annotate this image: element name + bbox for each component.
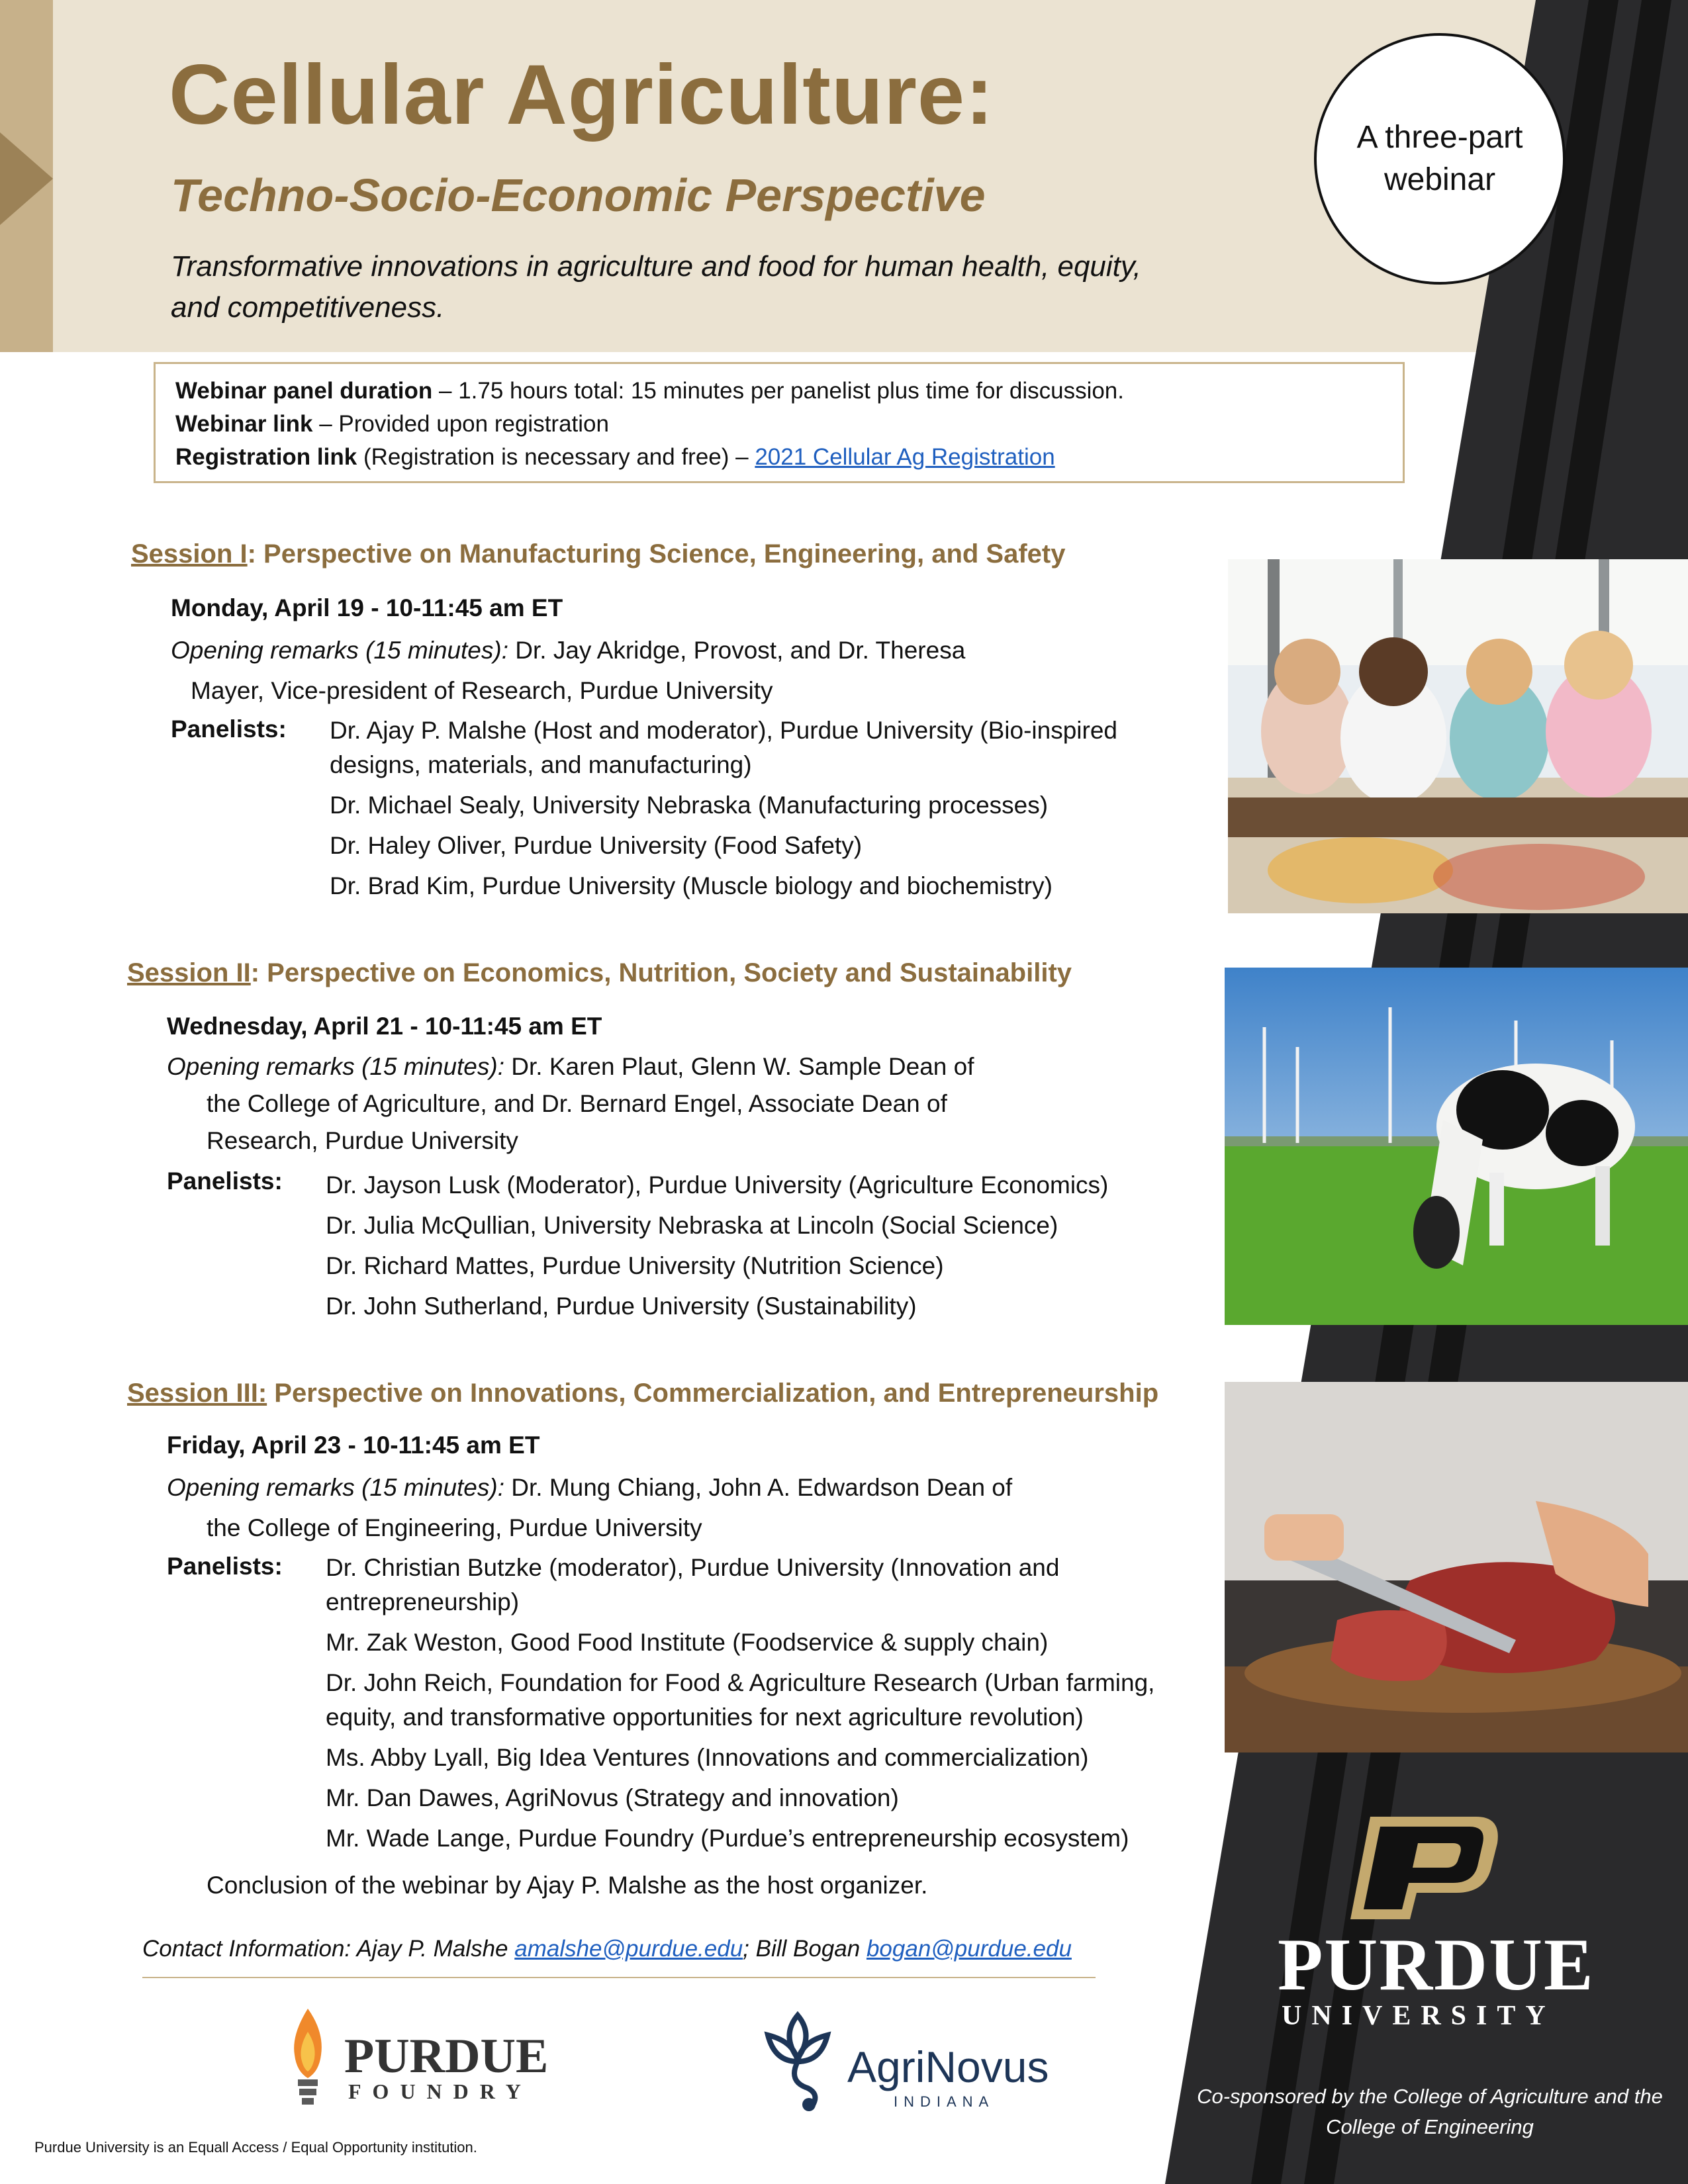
session-3-title: Perspective on Innovations, Commercialization, and Entrepreneurship	[267, 1379, 1159, 1408]
badge-text: A three-part webinar	[1356, 120, 1523, 197]
university-word: UNIVERSITY	[1282, 2001, 1556, 2031]
info-registration	[175, 441, 1383, 474]
session-3-heading	[127, 1379, 1158, 1408]
session-1-number: Session I	[131, 539, 248, 569]
session-1-heading	[131, 539, 1065, 569]
contact-prefix: Contact Information: Ajay P. Malshe	[142, 1936, 515, 1962]
foundry-purdue-text: PURDUE	[344, 2029, 549, 2083]
children-eating-photo	[1228, 559, 1688, 913]
session-2-opening-line3: Research, Purdue University	[207, 1127, 518, 1154]
registration-text: (Registration is necessary and free) –	[357, 444, 755, 470]
session-2-opening	[167, 1048, 974, 1160]
session-2-opening-label: Opening remarks (15 minutes):	[167, 1053, 504, 1080]
flame-bulb-icon	[285, 2005, 331, 2111]
session-3-opening	[167, 1467, 1012, 1548]
cow-grazing-photo	[1225, 968, 1688, 1325]
cosponsor-note: Co-sponsored by the College of Agriculture and the College of Engineering	[1197, 2085, 1663, 2138]
page-title: Cellular Agriculture:	[169, 48, 994, 142]
duration-text: – 1.75 hours total: 15 minutes per panelist plus time for discussion.	[432, 378, 1125, 404]
contact-divider	[142, 1977, 1096, 1978]
page-subtitle: Techno-Socio-Economic Perspective	[171, 169, 986, 221]
webinar-info-box	[154, 362, 1405, 483]
panelist: entrepreneurship)	[326, 1588, 520, 1615]
tagline: Transformative innovations in agriculture and food for human health, equity, and competitiveness.	[171, 250, 1141, 324]
contact-mid: ; Bill Bogan	[743, 1936, 867, 1962]
purdue-p-icon	[1344, 1813, 1503, 1923]
panelist: Dr. Brad Kim, Purdue University (Muscle biology and biochemistry)	[330, 872, 1053, 899]
session-1-panelists-label: Panelists:	[171, 715, 287, 743]
purdue-university-logo	[1264, 1813, 1609, 2038]
session-2-panelists-label: Panelists:	[167, 1167, 283, 1195]
panelist: Dr. Michael Sealy, University Nebraska (Manufacturing processes)	[330, 792, 1049, 819]
session-1-panelists	[330, 713, 1230, 903]
panelist: Ms. Abby Lyall, Big Idea Ventures (Innovations and commercialization)	[326, 1744, 1089, 1771]
session-3-number: Session III:	[127, 1379, 267, 1408]
session-2-heading	[127, 958, 1072, 988]
session-3-opening-line1: Dr. Mung Chiang, John A. Edwardson Dean of	[504, 1474, 1013, 1501]
session-1-opening-line2: Mayer, Vice-president of Research, Purdue University	[191, 677, 773, 704]
panelist: Mr. Zak Weston, Good Food Institute (Foodservice & supply chain)	[326, 1629, 1049, 1656]
link-label: Webinar link	[175, 411, 313, 437]
session-2-number: Session II	[127, 958, 251, 987]
panelist: Mr. Wade Lange, Purdue Foundry (Purdue’s entrepreneurship ecosystem)	[326, 1825, 1129, 1852]
session-3-opening-label: Opening remarks (15 minutes):	[167, 1474, 504, 1501]
session-3-opening-line2: the College of Engineering, Purdue University	[207, 1514, 702, 1541]
purdue-foundry-logo	[285, 2005, 563, 2111]
purdue-word: PURDUE	[1278, 1924, 1595, 2006]
contact-email-malshe[interactable]: amalshe@purdue.edu	[514, 1936, 743, 1962]
left-arrow-icon	[0, 132, 53, 225]
contact-email-bogan[interactable]: bogan@purdue.edu	[866, 1936, 1072, 1962]
agrinovus-plant-icon	[761, 2009, 834, 2115]
info-duration	[175, 375, 1383, 408]
panelist: Dr. Christian Butzke (moderator), Purdue University (Innovation and	[326, 1554, 1060, 1581]
session-2-opening-line2: the College of Agriculture, and Dr. Bernard Engel, Associate Dean of	[207, 1090, 947, 1117]
panelist: equity, and transformative opportunities for next agriculture revolution)	[326, 1704, 1084, 1731]
session-1-title: : Perspective on Manufacturing Science, Engineering, and Safety	[247, 539, 1066, 569]
panelist: Dr. Haley Oliver, Purdue University (Food Safety)	[330, 832, 863, 859]
panelist: Dr. Jayson Lusk (Moderator), Purdue University (Agriculture Economics)	[326, 1171, 1109, 1199]
panelist: Dr. Julia McQullian, University Nebraska at Lincoln (Social Science)	[326, 1212, 1058, 1239]
panelist: Dr. John Reich, Foundation for Food & Agriculture Research (Urban farming,	[326, 1669, 1155, 1696]
session-3-panelists	[326, 1551, 1239, 1856]
session-1-opening-line1: Dr. Jay Akridge, Provost, and Dr. Theresa	[508, 637, 966, 664]
panelist: designs, materials, and manufacturing)	[330, 751, 752, 778]
session-3-date: Friday, April 23 - 10-11:45 am ET	[167, 1432, 540, 1459]
duration-label: Webinar panel duration	[175, 378, 433, 404]
three-part-badge	[1314, 33, 1566, 285]
session-2-date: Wednesday, April 21 - 10-11:45 am ET	[167, 1013, 602, 1040]
session-2-panelists	[326, 1165, 1226, 1326]
registration-link[interactable]: 2021 Cellular Ag Registration	[755, 444, 1055, 470]
session-2-opening-line1: Dr. Karen Plaut, Glenn W. Sample Dean of	[504, 1053, 974, 1080]
session-2-title: : Perspective on Economics, Nutrition, Society and Sustainability	[250, 958, 1072, 987]
panelist: Mr. Dan Dawes, AgriNovus (Strategy and innovation)	[326, 1784, 899, 1811]
link-text: – Provided upon registration	[312, 411, 609, 437]
session-3-panelists-label: Panelists:	[167, 1553, 283, 1580]
session-1-opening-label: Opening remarks (15 minutes):	[171, 637, 508, 664]
panelist: Dr. Richard Mattes, Purdue University (Nutrition Science)	[326, 1252, 944, 1279]
agrinovus-logo	[761, 2009, 1049, 2115]
registration-label: Registration link	[175, 444, 357, 470]
info-link	[175, 408, 1383, 441]
session-1-date: Monday, April 19 - 10-11:45 am ET	[171, 594, 563, 621]
eeo-statement: Purdue University is an Equall Access / Equal Opportunity institution.	[34, 2139, 477, 2156]
agrinovus-name: AgriNovus	[847, 2042, 1049, 2091]
panelist: Dr. Ajay P. Malshe (Host and moderator), Purdue University (Bio-inspired	[330, 717, 1117, 744]
session-1-opening	[171, 630, 965, 711]
foundry-foundry-text: FOUNDRY	[348, 2079, 532, 2103]
contact-info	[142, 1936, 1072, 1962]
session-3-conclusion: Conclusion of the webinar by Ajay P. Malshe as the host organizer.	[207, 1872, 928, 1899]
agrinovus-indiana: INDIANA	[894, 2093, 995, 2110]
panelist: Dr. John Sutherland, Purdue University (Sustainability)	[326, 1293, 917, 1320]
cutting-meat-photo	[1225, 1382, 1688, 1752]
